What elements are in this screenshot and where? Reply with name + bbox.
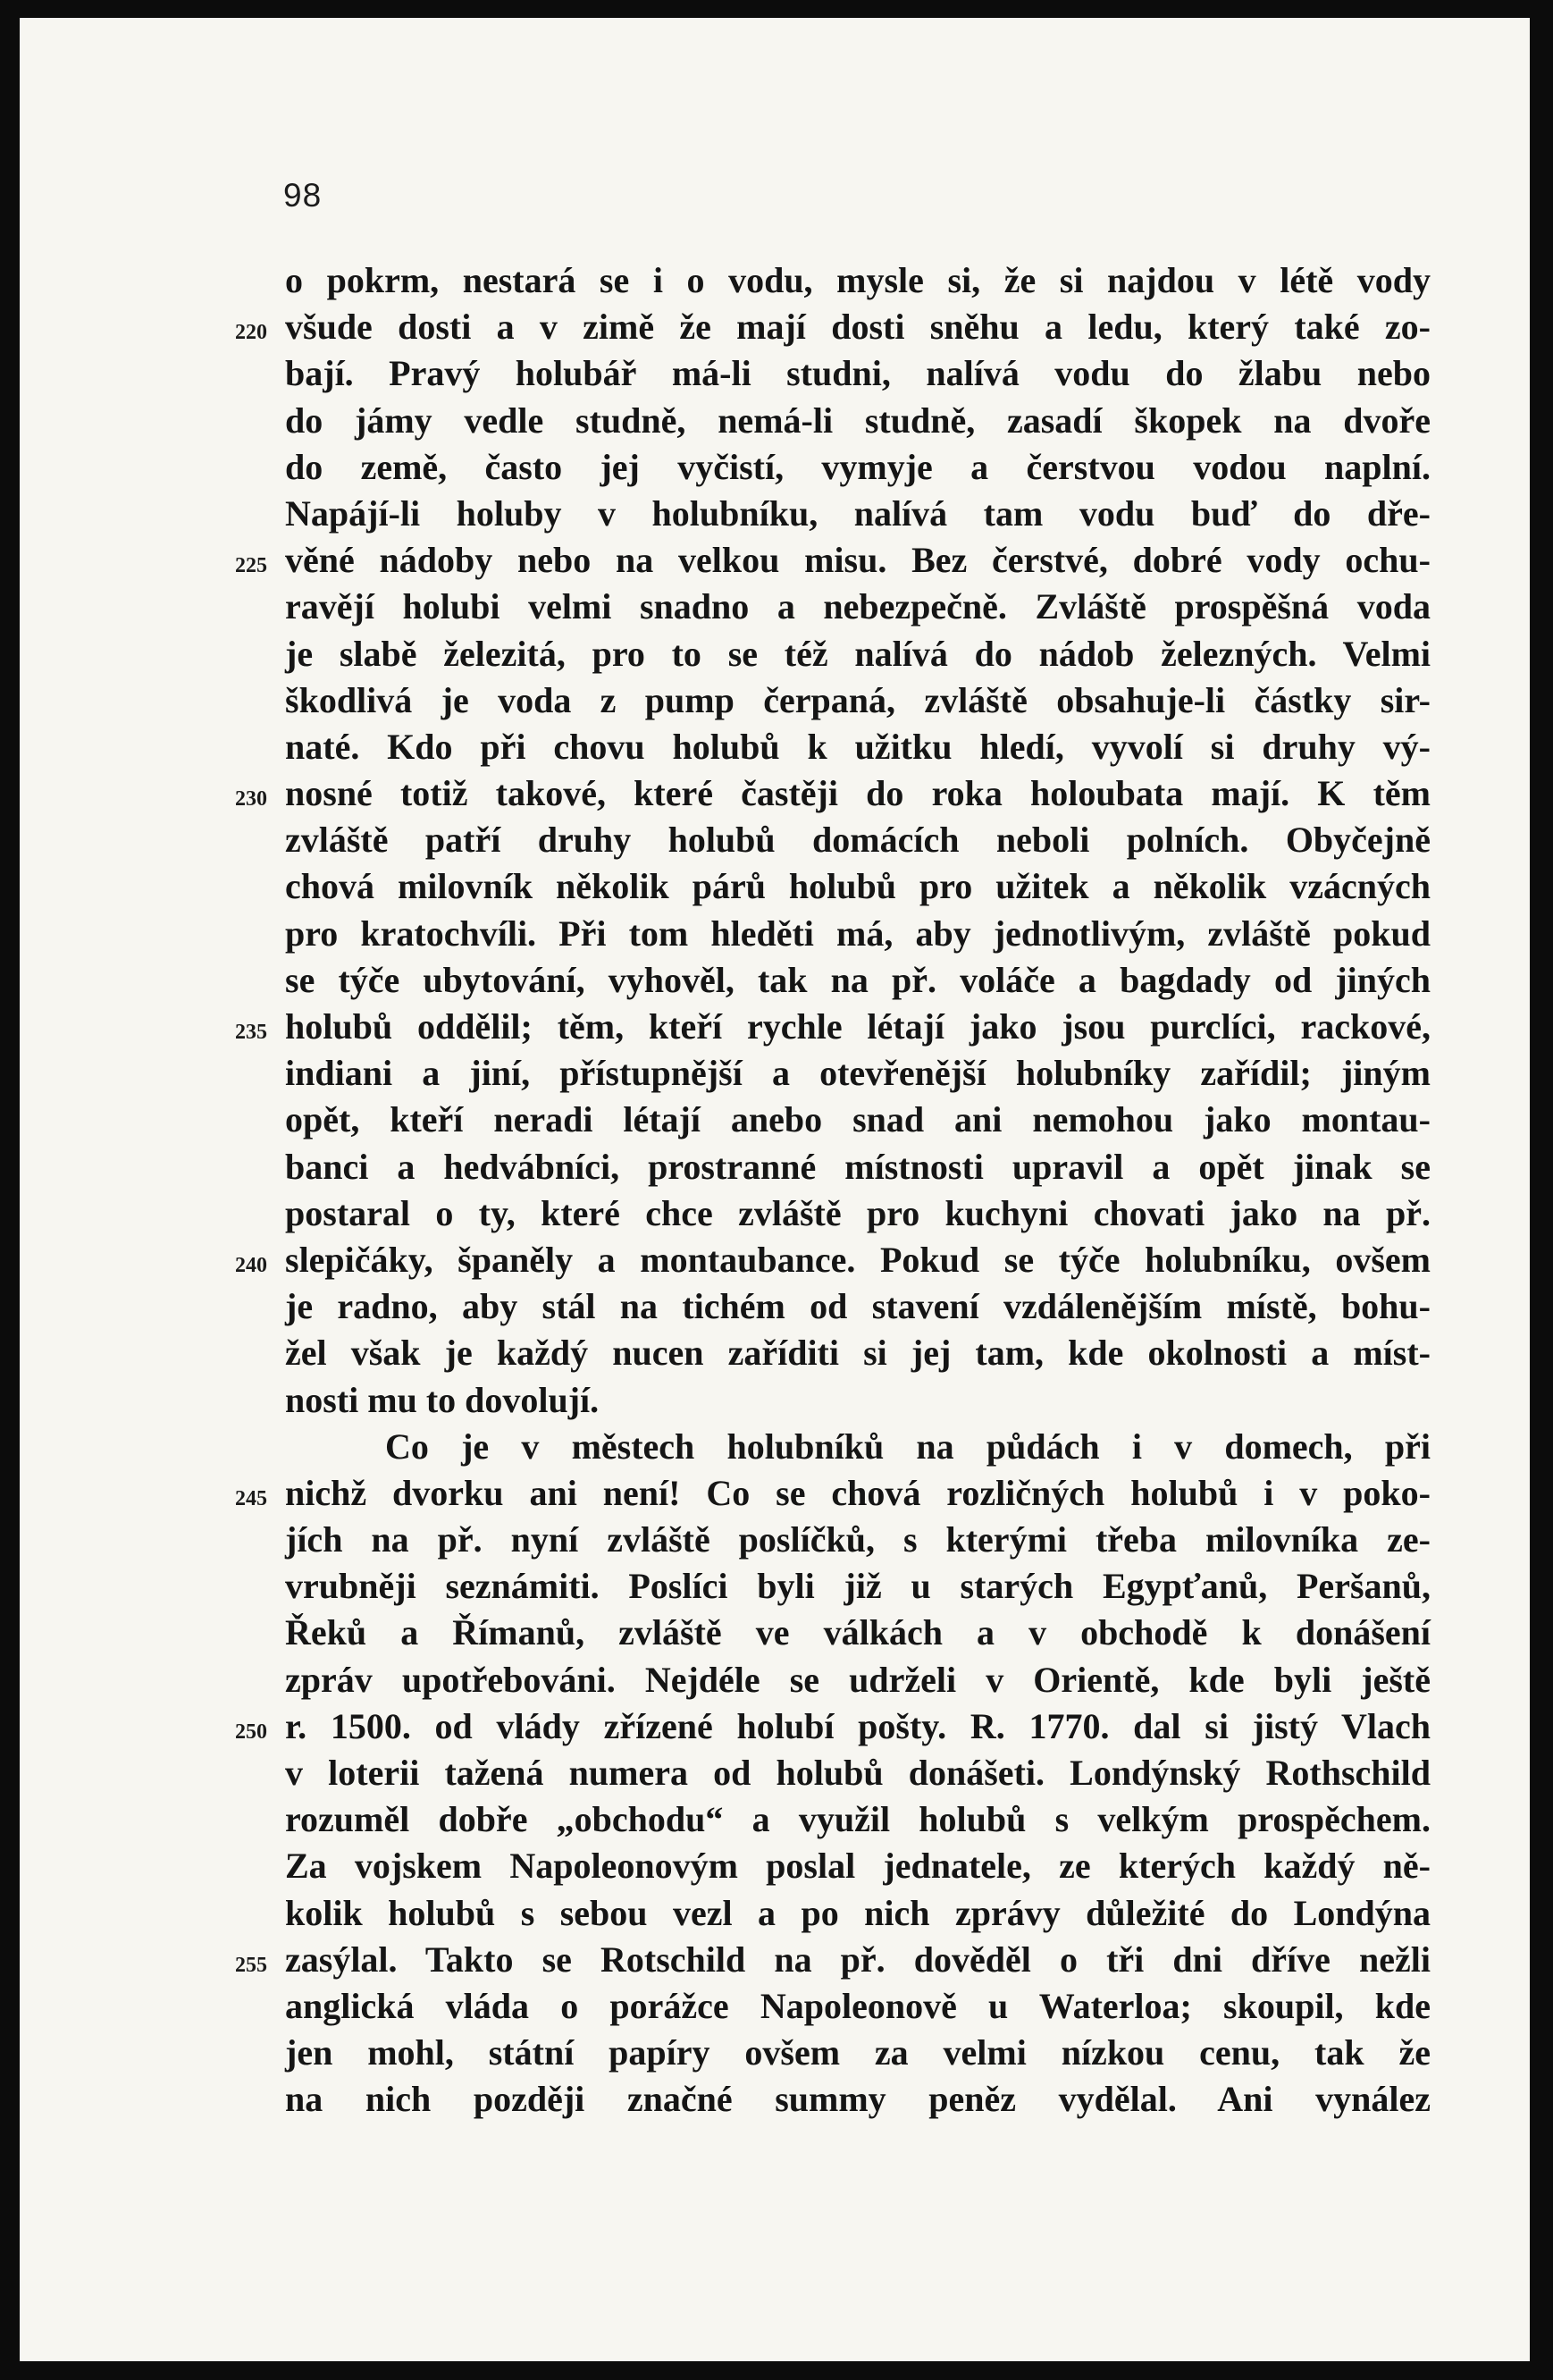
text-line xyxy=(235,537,1431,584)
line-text: naté. Kdo při chovu holubů k užitku hledí, vyvolí si druhy vý- xyxy=(285,726,1431,767)
text-line xyxy=(285,1283,1431,1330)
line-text: žel však je každý nucen zaříditi si jej tam, kde okolnosti a míst- xyxy=(285,1333,1431,1374)
text-line xyxy=(285,1097,1431,1143)
text-line xyxy=(285,631,1431,677)
text-line xyxy=(235,1470,1431,1517)
text-line xyxy=(285,1190,1431,1237)
line-text: škodlivá je voda z pump čerpaná, zvláště obsahuje-li částky sir- xyxy=(285,679,1431,720)
line-text: chová milovník několik párů holubů pro užitek a několik vzácných xyxy=(285,866,1431,907)
line-text: na nich později značné summy peněz vydělal. Ani vynález xyxy=(285,2079,1431,2120)
text-line xyxy=(285,1330,1431,1376)
text-line xyxy=(285,1890,1431,1937)
body-text xyxy=(235,257,1431,2123)
line-text: r. 1500. od vlády zřízené holubí pošty. R. 1770. dal si jistý Vlach xyxy=(285,1705,1431,1746)
line-text: kolik holubů s sebou vezl a po nich zprávy důležité do Londýna xyxy=(285,1892,1431,1933)
line-text: opět, kteří neradi létají anebo snad ani nemohou jako montau- xyxy=(285,1099,1431,1140)
line-text: všude dosti a v zimě že mají dosti sněhu a ledu, který také zo- xyxy=(285,307,1431,348)
text-line xyxy=(285,350,1431,397)
line-number: 245 xyxy=(235,1486,267,1510)
text-line xyxy=(285,817,1431,863)
line-text: zpráv upotřebováni. Nejdéle se udrželi v Orientě, kde byli ještě xyxy=(285,1659,1431,1700)
line-text: pro kratochvíli. Při tom hleděti má, aby jednotlivým, zvláště pokud xyxy=(285,912,1431,954)
line-text: zvláště patří druhy holubů domácích neboli polních. Obyčejně xyxy=(285,820,1431,861)
line-text: indiani a jiní, přístupnější a otevřenější holubníky zařídil; jiným xyxy=(285,1053,1431,1094)
line-number: 225 xyxy=(235,554,267,578)
line-text: je radno, aby stál na tichém od stavení vzdálenějším místě, bohu- xyxy=(285,1286,1431,1327)
line-text: Řeků a Římanů, zvláště ve válkách a v obchodě k donášení xyxy=(285,1612,1431,1653)
line-text: bají. Pravý holubář má-li studni, nalívá vodu do žlabu nebo xyxy=(285,353,1431,394)
text-line xyxy=(285,1517,1431,1563)
line-text: nosné totiž takové, které častěji do roka holoubata mají. K těm xyxy=(285,773,1431,814)
text-line xyxy=(235,770,1431,817)
line-number: 240 xyxy=(235,1253,267,1277)
text-line xyxy=(285,491,1431,537)
line-text: postaral o ty, které chce zvláště pro kuchyni chovati jako na př. xyxy=(285,1192,1431,1233)
line-text: o pokrm, nestará se i o vodu, mysle si, že si najdou v létě vody xyxy=(285,260,1431,300)
text-line xyxy=(285,911,1431,957)
text-line xyxy=(285,1657,1431,1703)
text-line xyxy=(235,1937,1431,1983)
text-line xyxy=(235,1237,1431,1283)
text-line xyxy=(285,1750,1431,1796)
text-line xyxy=(285,257,1431,304)
text-line xyxy=(235,304,1431,350)
line-number: 250 xyxy=(235,1720,267,1744)
text-line xyxy=(235,1703,1431,1750)
line-text: slepičáky, španěly a montaubance. Pokud se týče holubníku, ovšem xyxy=(285,1239,1431,1280)
line-text: se týče ubytování, vyhověl, tak na př. voláče a bagdady od jiných xyxy=(285,959,1431,1000)
line-text: jen mohl, státní papíry ovšem za velmi nízkou cenu, tak že xyxy=(285,2032,1431,2073)
line-text: Co je v městech holubníků na půdách i v domech, při xyxy=(385,1425,1431,1467)
text-line xyxy=(285,677,1431,724)
line-text: je slabě železitá, pro to se též nalívá do nádob železných. Velmi xyxy=(285,633,1431,674)
line-number: 220 xyxy=(235,321,267,345)
line-number: 235 xyxy=(235,1021,267,1044)
line-text: nosti mu to dovolují. xyxy=(285,1379,600,1420)
line-number: 255 xyxy=(235,1953,267,1977)
text-line xyxy=(285,863,1431,910)
line-text: rozuměl dobře „obchodu“ a využil holubů s velkým prospěchem. xyxy=(285,1799,1431,1840)
text-line xyxy=(285,1050,1431,1097)
text-line xyxy=(235,1004,1431,1050)
text-line xyxy=(285,724,1431,770)
text-line xyxy=(285,1377,1431,1424)
line-text: zasýlal. Takto se Rotschild na př. dověděl o tři dni dříve nežli xyxy=(285,1938,1431,1980)
text-line xyxy=(285,1796,1431,1843)
text-line xyxy=(285,444,1431,491)
text-line xyxy=(285,584,1431,630)
line-text: v loterii tažená numera od holubů donášeti. Londýnský Rothschild xyxy=(285,1753,1431,1793)
line-text: ravějí holubi velmi snadno a nebezpečně. Zvláště prospěšná voda xyxy=(285,586,1431,627)
line-text: věné nádoby nebo na velkou misu. Bez čerstvé, dobré vody ochu- xyxy=(285,540,1431,581)
line-number: 230 xyxy=(235,787,267,812)
line-text: vrubněji seznámiti. Poslíci byli již u starých Egypťanů, Peršanů, xyxy=(285,1566,1431,1607)
line-text: anglická vláda o porážce Napoleonově u Waterloa; skoupil, kde xyxy=(285,1985,1431,2026)
text-line xyxy=(285,1424,1431,1470)
text-line xyxy=(285,2076,1431,2123)
text-line xyxy=(285,957,1431,1004)
line-text: nichž dvorku ani není! Co se chová rozličných holubů i v poko- xyxy=(285,1472,1431,1513)
line-text: holubů oddělil; těm, kteří rychle létají jako jsou purclíci, rackové, xyxy=(285,1006,1431,1047)
text-line xyxy=(285,1843,1431,1889)
text-line xyxy=(285,1983,1431,2030)
line-text: jích na př. nyní zvláště poslíčků, s kterými třeba milovníka ze- xyxy=(285,1519,1431,1560)
line-text: do země, často jej vyčistí, vymyje a čerstvou vodou naplní. xyxy=(285,446,1431,487)
line-text: do jámy vedle studně, nemá-li studně, zasadí škopek na dvoře xyxy=(285,399,1431,441)
line-text: Napájí-li holuby v holubníku, nalívá tam vodu buď do dře- xyxy=(285,492,1431,534)
text-line xyxy=(285,1144,1431,1190)
text-line xyxy=(285,2030,1431,2076)
book-page xyxy=(20,18,1530,2361)
text-line xyxy=(285,1563,1431,1610)
line-text: Za vojskem Napoleonovým poslal jednatele, ze kterých každý ně- xyxy=(285,1846,1431,1887)
text-line xyxy=(285,1610,1431,1656)
page-number: 98 xyxy=(283,177,323,214)
text-line xyxy=(285,398,1431,444)
line-text: banci a hedvábníci, prostranné místnosti upravil a opět jinak se xyxy=(285,1146,1431,1187)
